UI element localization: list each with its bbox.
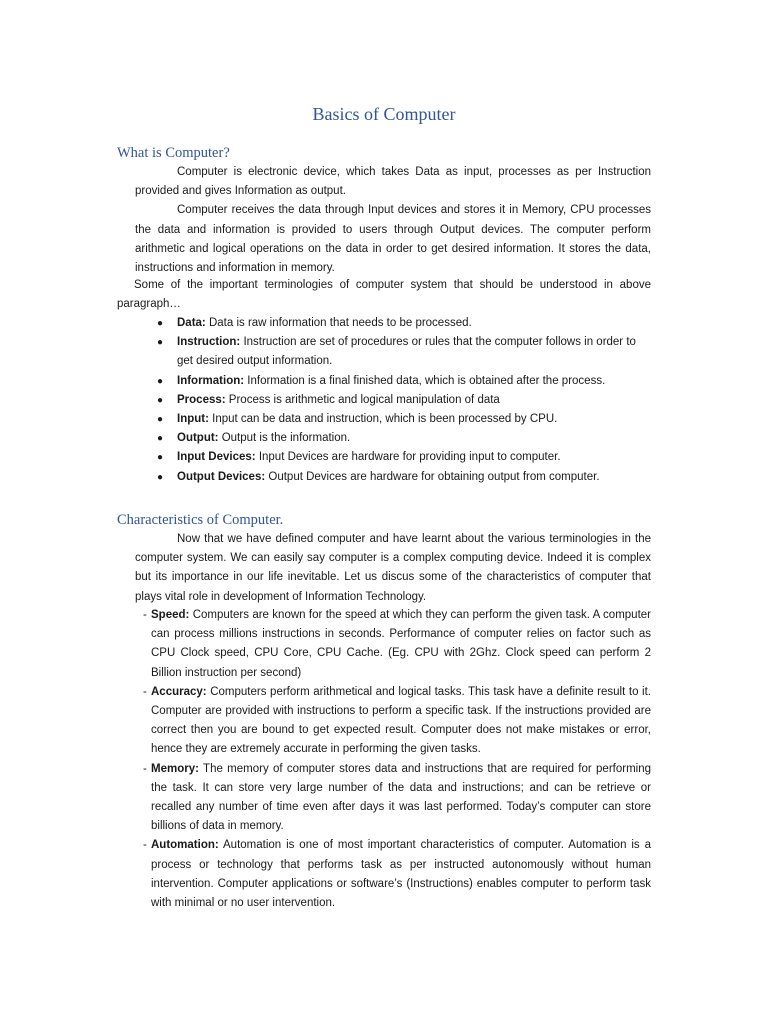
list-item xyxy=(143,760,651,837)
list-item xyxy=(157,429,651,448)
list-item xyxy=(157,448,651,467)
characteristic-label: Speed: xyxy=(151,609,190,621)
characteristic-description: Computers are known for the speed at which they can perform the given task. A computer can process millions instructions in seconds. Performance of computer relies on factor such as CPU Clock speed, CPU Core, CPU Cache. (Eg. CPU with 2Ghz. Clock speed can perform 2 Billion instruction per second) xyxy=(151,609,651,679)
dash-marker: - xyxy=(143,609,147,621)
term-label: Output Devices: xyxy=(177,470,266,483)
bullet-icon: ● xyxy=(157,375,164,387)
characteristics-list xyxy=(143,606,651,913)
paragraph-definition: Computer is electronic device, which takes Data as input, processes as per Instruction provided and gives Information as output. xyxy=(135,166,651,198)
characteristic-description: Automation is one of most important characteristics of computer. Automation is a process or technology that performs task as per instructed autonomously without human intervention. Computer applications or software’s (Instructions) enables computer to perform task with minimal or no user intervention. xyxy=(151,839,651,910)
bullet-icon: ● xyxy=(157,452,164,464)
characteristics-body xyxy=(135,530,651,607)
heading-what-is-computer: What is Computer? xyxy=(117,145,230,161)
list-item xyxy=(157,410,651,429)
list-item xyxy=(157,391,651,410)
bullet-icon: ● xyxy=(157,414,164,426)
paragraph-characteristics-intro: Now that we have defined computer and have learnt about the various terminologies in the computer system. We can easily say computer is a complex computing device. Indeed it is complex but its importance in our life inevitable. Let us discus some of the characteristics of computer that plays vital role in development of Information Technology. xyxy=(135,533,651,603)
term-description: Instruction are set of procedures or rules that the computer follows in order to get desired output information. xyxy=(177,336,636,368)
characteristic-label: Memory: xyxy=(151,762,199,775)
bullet-icon: ● xyxy=(157,394,164,406)
term-description: Process is arithmetic and logical manipulation of data xyxy=(228,393,500,406)
characteristic-description: The memory of computer stores data and instructions that are required for performing the task. It can store very large number of the data and instructions; and can be retrieve or recalled any number of time even after days it was last performed. Today’s computer can store billions of data in memory. xyxy=(151,762,651,833)
term-label: Output: xyxy=(177,432,219,445)
list-item xyxy=(143,606,651,683)
bullet-icon: ● xyxy=(157,433,164,445)
term-label: Input Devices: xyxy=(177,451,256,464)
characteristic-description: Computers perform arithmetical and logical tasks. This task have a definite result to it. Computer are provided with instructions to perform a specific task. If the instructions provided are correct then you are bound to get expected result. Computer does not make mistakes or error, hence they are extremely accurate in performing the given tasks. xyxy=(151,685,651,756)
term-label: Process: xyxy=(177,393,226,406)
term-description: Output Devices are hardware for obtaining output from computer. xyxy=(268,470,600,483)
paragraph-terminology-intro: Some of the important terminologies of computer system that should be understood in above paragraph… xyxy=(117,279,651,311)
list-item xyxy=(157,314,651,333)
characteristic-label: Accuracy: xyxy=(151,685,207,698)
term-label: Instruction: xyxy=(177,336,241,349)
list-item xyxy=(143,683,651,760)
list-item xyxy=(157,468,651,487)
terminology-list xyxy=(157,314,651,487)
what-is-computer-body xyxy=(135,163,651,278)
dash-marker: - xyxy=(143,839,147,852)
bullet-icon: ● xyxy=(157,337,164,349)
list-item xyxy=(157,333,651,371)
dash-marker: - xyxy=(143,762,147,775)
term-label: Information: xyxy=(177,374,245,387)
term-description: Data is raw information that needs to be processed. xyxy=(208,317,472,329)
paragraph-data-flow: Computer receives the data through Input devices and stores it in Memory, CPU processes the data and information is provided to users through Output devices. The computer perform arithmetic and logical operations on the data in order to get desired information. It stores the data, instructions and information in memory. xyxy=(135,204,651,275)
list-item xyxy=(143,836,651,913)
term-description: Output is the information. xyxy=(221,432,351,445)
term-description: Information is a final finished data, which is obtained after the process. xyxy=(247,374,606,387)
term-label: Data: xyxy=(177,317,206,329)
characteristic-label: Automation: xyxy=(151,839,219,852)
document-title: Basics of Computer xyxy=(312,104,456,124)
dash-marker: - xyxy=(143,685,147,698)
bullet-icon: ● xyxy=(157,318,164,329)
list-item xyxy=(157,372,651,391)
term-description: Input can be data and instruction, which is been processed by CPU. xyxy=(212,413,558,426)
term-label: Input: xyxy=(177,413,209,426)
heading-characteristics: Characteristics of Computer. xyxy=(117,512,284,528)
term-description: Input Devices are hardware for providing input to computer. xyxy=(258,451,561,464)
bullet-icon: ● xyxy=(157,471,164,483)
